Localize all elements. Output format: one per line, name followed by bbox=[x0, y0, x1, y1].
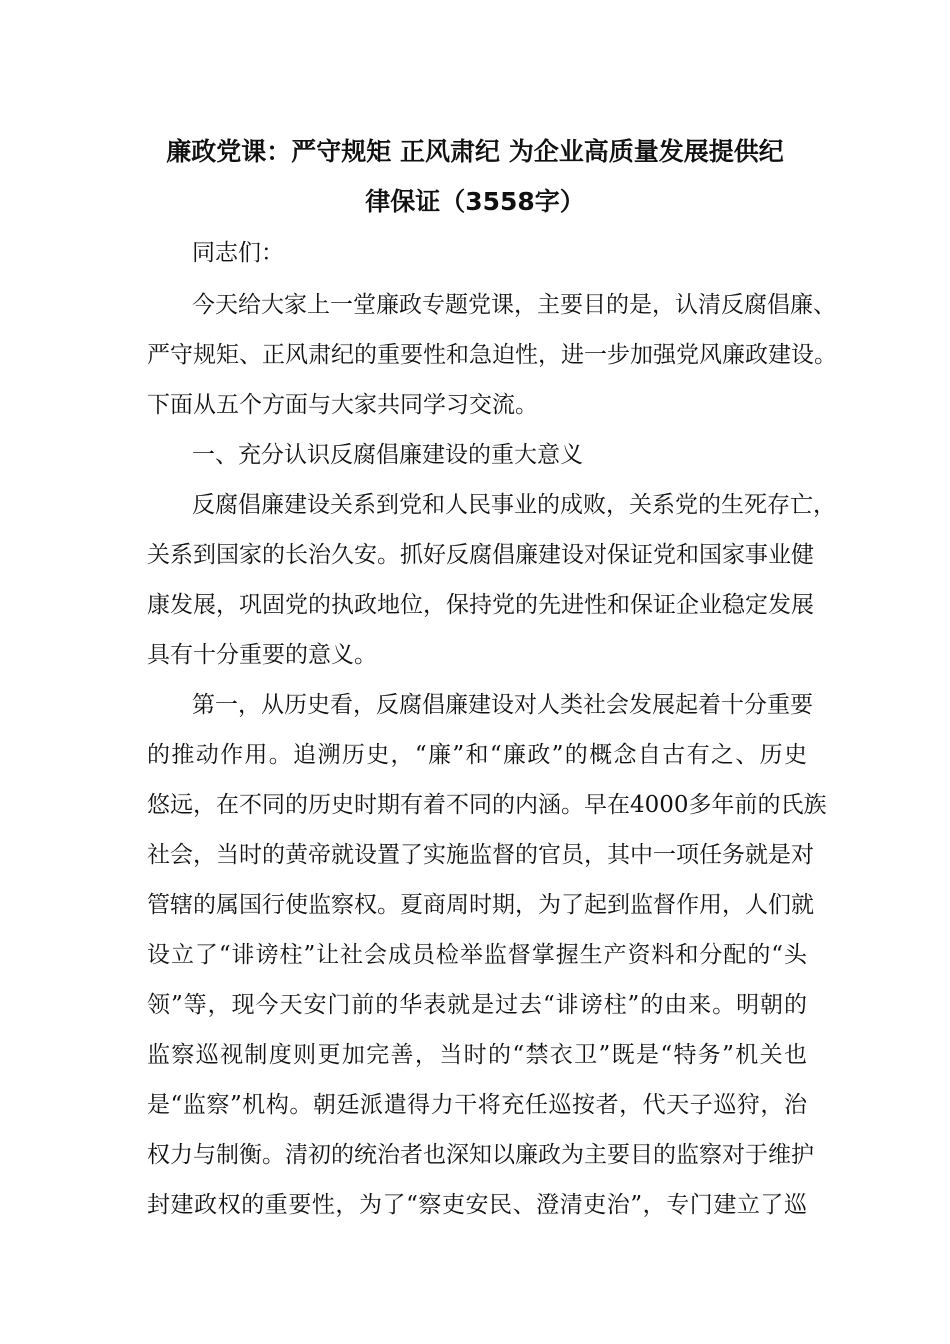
paragraph-line: 严守规矩、正风肃纪的重要性和急迫性，进一步加强党风廉政建设。 bbox=[147, 342, 837, 368]
paragraph-line: 反腐倡廉建设关系到党和人民事业的成败，关系党的生死存亡， bbox=[192, 492, 836, 518]
paragraph-line: 封建政权的重要性，为了“察吏安民、澄清吏治”，专门建立了巡 bbox=[147, 1192, 807, 1218]
paragraph-line: 第一，从历史看，反腐倡廉建设对人类社会发展起着十分重要 bbox=[192, 692, 813, 718]
document-title-line-1: 廉政党课：严守规矩 正风肃纪 为企业高质量发展提供纪 bbox=[166, 137, 784, 166]
section-heading: 一、充分认识反腐倡廉建设的重大意义 bbox=[192, 442, 583, 468]
paragraph-line: 设立了“诽谤柱”让社会成员检举监督掌握生产资料和分配的“头 bbox=[147, 942, 807, 968]
paragraph-line: 社会，当时的黄帝就设置了实施监督的官员，其中一项任务就是对 bbox=[147, 842, 814, 868]
paragraph-line: 监察巡视制度则更加完善，当时的“禁衣卫”既是“特务”机关也 bbox=[147, 1042, 807, 1068]
paragraph-line: 悠远，在不同的历史时期有着不同的内涵。早在4000多年前的氏族 bbox=[147, 792, 827, 818]
paragraph-line: 领”等，现今天安门前的华表就是过去“诽谤柱”的由来。明朝的 bbox=[147, 992, 807, 1018]
document-title-line-2: 律保证（3558字） bbox=[365, 187, 585, 216]
paragraph-line: 具有十分重要的意义。 bbox=[147, 642, 377, 668]
paragraph-line: 是“监察”机构。朝廷派遣得力干将充任巡按者，代天子巡狩，治 bbox=[147, 1092, 807, 1118]
paragraph-line: 康发展，巩固党的执政地位，保持党的先进性和保证企业稳定发展 bbox=[147, 592, 814, 618]
paragraph-line: 下面从五个方面与大家共同学习交流。 bbox=[147, 392, 538, 418]
paragraph-line: 管辖的属国行使监察权。夏商周时期，为了起到监督作用，人们就 bbox=[147, 892, 814, 918]
greeting: 同志们： bbox=[192, 240, 284, 266]
paragraph-line: 今天给大家上一堂廉政专题党课，主要目的是，认清反腐倡廉、 bbox=[192, 292, 836, 318]
paragraph-line: 关系到国家的长治久安。抓好反腐倡廉建设对保证党和国家事业健 bbox=[147, 542, 814, 568]
paragraph-line: 的推动作用。追溯历史，“廉”和“廉政”的概念自古有之、历史 bbox=[147, 742, 807, 768]
paragraph-line: 权力与制衡。清初的统治者也深知以廉政为主要目的监察对于维护 bbox=[147, 1142, 814, 1168]
